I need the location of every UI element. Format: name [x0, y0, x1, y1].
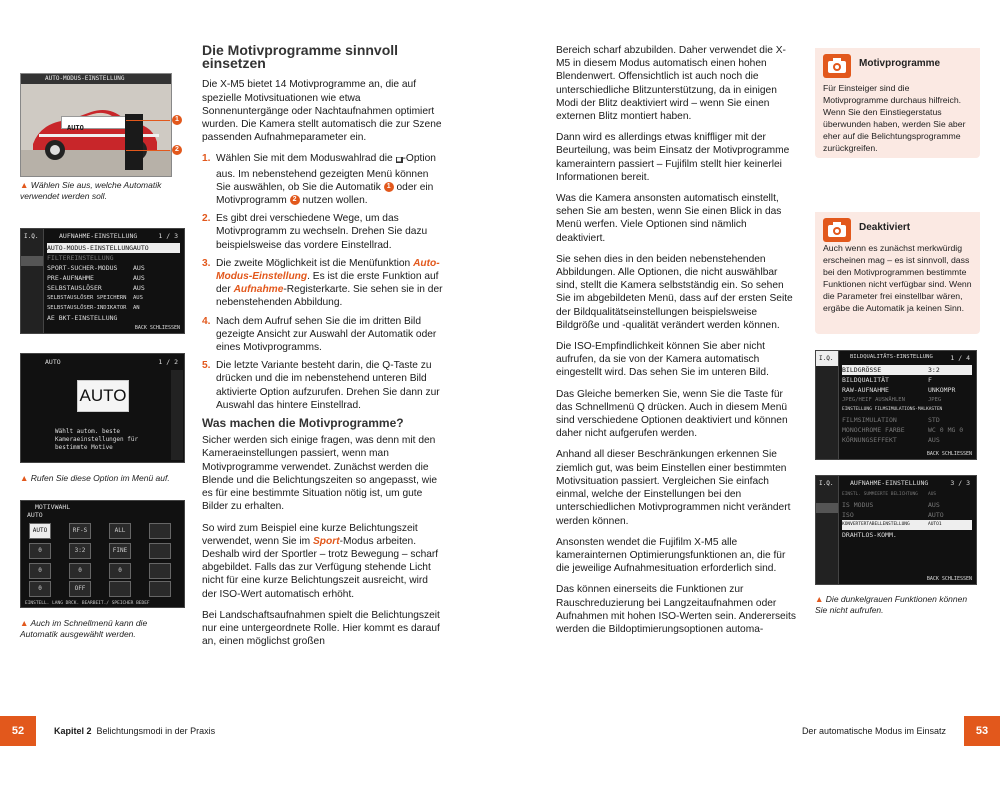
menu-row[interactable]: BILDGRÖSSE 3:2 [842, 365, 972, 375]
quick-cell[interactable] [149, 543, 171, 559]
callout-line-2 [126, 150, 170, 151]
quick-cell[interactable]: 0 [29, 543, 51, 559]
paragraph: Das können einerseits die Funktionen zur Rauschreduzierung bei Langzeitaufnahmen oder Aufnahmen mit hohen ISO-Werten sein. Andererseits werden die Bildoptimierungsoptionen automa- [556, 584, 796, 635]
menu-row[interactable]: RAW-AUFNAHME UNKOMPR [842, 386, 956, 394]
thumb3-header: AUTO [45, 358, 61, 366]
paragraph: Die ISO-Empfindlichkeit können Sie aber nicht aufrufen, da sie von der Kamera automatisch eingestellt wird. Das sehen Sie im unteren Bild. [556, 341, 769, 379]
caption-2: ▲ Rufen Sie diese Option im Menü auf. [20, 473, 170, 483]
intro-paragraph: Die X-M5 bietet 14 Motivprogramme an, die auf spezielle Motivsituationen wie etwa Sonnenuntergänge oder Nachtaufnahmen optimiert wurden. Die Kamera stellt automatisch die zur Szene passenden Aufnahmeparameter ein. [202, 79, 442, 144]
quick-cell[interactable]: AUTO [29, 523, 51, 539]
page-title: Die Motivprogramme sinnvoll einsetzen [202, 42, 399, 72]
subheading: Was machen die Motivprogramme? [202, 416, 404, 431]
right-text-column [556, 44, 798, 644]
paragraph: Dann wird es allerdings etwas kniffliger mit der Beurteilung, was beim Einsatz der Motivprogramme kameraintern passiert – Fujifilm stellt hier keinerlei Informationen bereit. [556, 132, 790, 183]
auto-mode-icon: ◼ [396, 157, 402, 164]
thumb4-footer: EINSTELL. LANG DRCK. BEARBEIT./ SPEICHER BEDEF [25, 601, 150, 606]
paragraph: Bereich scharf abzubilden. Daher verwendet die X-M5 in diesem Modus automatisch einen hohen Blendenwert. Offensichtlich ist auch noch die unterschiedliche Blitzunterstützung, da in einigen Modi der Blitz deaktiviert wird – wenn Sie einen externen Blitz montiert haben. [556, 45, 786, 123]
step-3: 3. Die zweite Möglichkeit ist die Menüfunktion Auto-Modus-Einstellung. Es ist die erste Funktion auf der Aufnahme-Registerkarte. Sie sehen sie in der nebenstehenden Abbildung. [202, 257, 443, 309]
thumb3-big-label: AUTO [79, 386, 127, 405]
quick-cell[interactable]: 0 [109, 563, 131, 579]
thumb6-back: BACK SCHLIESSEN [926, 576, 972, 582]
quick-cell[interactable]: 3:2 [69, 543, 91, 559]
thumb6-page: 3 / 3 [950, 479, 970, 487]
callout-line-1 [126, 120, 170, 121]
quick-cell[interactable]: ALL [109, 523, 131, 539]
quick-cell[interactable]: 0 [29, 563, 51, 579]
menu-row[interactable]: ISO AUTO [842, 511, 944, 519]
paragraph: So wird zum Beispiel eine kurze Belichtungszeit verwendet, wenn Sie im Sport-Modus arbeiten. Deshalb wird der Sportler – trotz Bewegung – scharf abgebildet. Falls das zur Verfügung stehende Licht nicht für eine kurze Belichtungszeit ausreicht, wird der ISO-Wert automatisch erhöht. [202, 522, 439, 600]
menu-screen-aufnahme-3: I.Q. AUFNAHME-EINSTELLUNG 3 / 3 EINSTL. SUMMIERTE BELICHTUNG AUS IS MODUS AUS ISO AUTO KONVERTERTABELLENSTELLUNG AUTO1 DRAHTLOS-KOMM. BACK SCHLIESSEN [815, 475, 977, 585]
quick-cell[interactable]: 0 [29, 581, 51, 597]
step-2: 2. Es gibt drei verschiedene Wege, um das Motivprogramm zu wechseln. Drehen Sie dazu beispielsweise das vordere Einstellrad. [202, 213, 428, 251]
thumb4-sub: AUTO [27, 511, 43, 519]
quick-cell[interactable] [149, 563, 171, 579]
thumb4-header: MOTIVWAHL [35, 503, 71, 511]
step-list [202, 152, 444, 412]
menu-row[interactable]: IS MODUS AUS [842, 501, 940, 509]
camera-icon [823, 218, 851, 242]
thumb2-back: BACK SCHLIESSEN [134, 325, 180, 331]
menu-screen-aufnahme: I.Q. AUFNAHME-EINSTELLUNG 1 / 3 AUTO-MODUS-EINSTELLUNG AUTO FILTEREINSTELLUNG SPORT-SUCHER-MODUS AUS PRE-AUFNAHME AUS SELBSTAUSLÖSER AUS SELBSTAUSLÖSER SPEICHERN AUS SELBSTAUSLÖSER-INDIKATOR AN AE BKT-EINSTELLUNG BACK SCHLIESSEN [20, 228, 185, 334]
menu-row[interactable]: PRE-AUFNAHME AUS [47, 274, 145, 282]
info-box-deaktiviert [815, 212, 980, 334]
paragraph: Anhand all dieser Beschränkungen erkennen Sie ziemlich gut, was beim Einstellen einer bestimmten Motivsituation passiert. Vergleichen Sie einfach einmal, welche der Einstellungen bei den unterschiedlichen Motivprogrammen nicht verändert werden können. [556, 449, 791, 527]
callout-2: 2 [172, 145, 182, 155]
quick-cell[interactable]: RF-S [69, 523, 91, 539]
step-5: 5. Die letzte Variante besteht darin, die Q-Taste zu drücken und die im nebenstehend unteren Bild aktivierte Option aufzurufen. Drehen Sie dann zur Auswahl das hintere Einstellrad. [202, 360, 440, 411]
footer-chapter: Kapitel 2 Belichtungsmodi in der Praxis [54, 726, 216, 736]
box2-title: Deaktiviert [859, 222, 911, 233]
quick-cell[interactable] [149, 581, 171, 597]
quick-cell[interactable]: FINE [109, 543, 131, 559]
quick-cell[interactable] [109, 581, 131, 597]
paragraph: Bei Landschaftsaufnahmen spielt die Belichtungszeit nur eine untergeordnete Rolle. Hier kommt es darauf an, einen möglichst großen [202, 609, 440, 648]
menu-row[interactable]: EINSTELLUNG FILMSIMULATIONS-MALKASTEN [842, 407, 943, 412]
step-1: 1. Wählen Sie mit dem Moduswahlrad die ◼-Option aus. Im nebenstehend gezeigten Menü können Sie auswählen, ob Sie die Automatik 1 oder ein Motivprogramm 2 nutzen wollen. [202, 153, 436, 207]
thumb5-back: BACK SCHLIESSEN [926, 451, 972, 457]
paragraph: Das Gleiche bemerken Sie, wenn Sie die Taste für das Schnellmenü Q drücken. Auch in diesem Menü sind verschiedene Optionen deaktiviert und können daher nicht aufgerufen werden. [556, 388, 788, 440]
menu-row[interactable]: BILDQUALITÄT F [842, 376, 932, 384]
box1-text: Für Einsteiger sind die Motivprogramme durchaus hilfreich. Wenn Sie den Einstiegerstatus überwunden haben, werden Sie aber eher auf die Belichtungsprogramme zurückgreifen. [823, 83, 966, 153]
thumb1-title: AUTO-MODUS-EINSTELLUNG [45, 75, 125, 82]
quick-cell[interactable] [149, 523, 171, 539]
page-number-right: 53 [964, 716, 1000, 746]
camera-icon [823, 54, 851, 78]
menu-row[interactable]: AUTO-MODUS-EINSTELLUNG AUTO [47, 243, 180, 253]
menu-row[interactable]: DRAHTLOS-KOMM. [842, 531, 897, 539]
thumb2-header: AUFNAHME-EINSTELLUNG [59, 232, 138, 240]
red-car-illustration [21, 84, 171, 176]
thumb3-description: Wählt autom. beste Kameraeinstellungen für bestimmte Motive [55, 428, 139, 451]
left-text-column [202, 44, 444, 656]
footer-section-title: Der automatische Modus im Einsatz [801, 726, 946, 736]
menu-screen-bildqualitaet: I.Q. BILDQUALITÄTS-EINSTELLUNG 1 / 4 BILDGRÖSSE 3:2 BILDQUALITÄT F RAW-AUFNAHME UNKOMPR JPEG/HEIF AUSWÄHLEN JPEG EINSTELLUNG FILMSIMULATIONS-MALKASTEN FILMSIMULATION STD MONOCHROME FARBE WC 0 MG 0 KÖRNUNGSEFFEKT AUS BACK SCHLIESSEN [815, 350, 977, 460]
menu-row[interactable]: SELBSTAUSLÖSER SPEICHERN AUS [47, 295, 143, 301]
menu-row[interactable]: SELBSTAUSLÖSER-INDIKATOR AN [47, 305, 140, 311]
caption-3: ▲ Auch im Schnellmenü kann die Automatik ausgewählt werden. [20, 618, 148, 639]
quick-cell[interactable]: OFF [69, 581, 91, 597]
thumb5-header: BILDQUALITÄTS-EINSTELLUNG [850, 354, 933, 360]
menu-row[interactable]: FILMSIMULATION STD [842, 416, 940, 424]
caption-1: ▲ Wählen Sie aus, welche Automatik verwendet werden soll. [20, 180, 162, 201]
info-box-motivprogramme [815, 48, 980, 158]
thumb5-page: 1 / 4 [950, 354, 970, 362]
menu-row[interactable]: SELBSTAUSLÖSER AUS [47, 284, 145, 292]
paragraph: Sie sehen dies in den beiden nebenstehenden Abbildungen. Alle Optionen, die nicht auswählbar sind, stellt die Kamera selbstständig ein. So sehen Sie im abgebildeten Menü, dass auf der ersten Seite der Bildqualitätseinstellungen beispielsweise Bildgröße und -qualität verändert werden können. [556, 253, 793, 331]
caption-right: ▲ Die dunkelgrauen Funktionen können Sie nicht aufrufen. [815, 594, 968, 615]
menu-row[interactable]: EINSTL. SUMMIERTE BELICHTUNG AUS [842, 492, 937, 497]
menu-screen-auto [20, 353, 185, 463]
menu-row[interactable]: MONOCHROME FARBE WC 0 MG 0 [842, 426, 964, 434]
menu-row[interactable]: JPEG/HEIF AUSWÄHLEN JPEG [842, 397, 942, 403]
box2-text: Auch wenn es zunächst merkwürdig erscheinen mag – es ist sinnvoll, dass bei den Motivprogrammen bestimmte Funktionen nicht verfügbar sind. Wenn die Parameter frei einstellbar wären, ergäbe die Automatik ja keinen Sinn. [823, 243, 972, 313]
paragraph: Sicher werden sich einige fragen, was denn mit den Kameraeinstellungen passiert, wenn man Motivprogramme verwendet. Zunächst werden die Blende und die Belichtungszeiten so angepasst, wie es für eine bestimmte Situation nötig ist, um gute Bilder zu erhalten. [202, 435, 438, 513]
step-4: 4. Nach dem Aufruf sehen Sie die im dritten Bild gezeigte Ansicht zur Auswahl der Automatik oder eines Motivprogramms. [202, 315, 437, 354]
thumb3-page: 1 / 2 [158, 358, 178, 366]
callout-1: 1 [172, 115, 182, 125]
menu-row[interactable]: SPORT-SUCHER-MODUS AUS [47, 264, 145, 272]
menu-row[interactable]: AE BKT-EINSTELLUNG [47, 314, 118, 322]
paragraph: Was die Kamera ansonsten automatisch einstellt, sehen Sie am besten, wenn Sie einen Blick in das Menü werfen. Viele Optionen sind nämlich deaktiviert. [556, 193, 782, 244]
thumb6-header: AUFNAHME-EINSTELLUNG [850, 479, 929, 487]
paragraph: Ansonsten wendet die Fujifilm X-M5 alle kamerainternen Optimierungsfunktionen an, die für die jeweilige Aufnahmesituation erforderlich sind. [556, 536, 786, 575]
page-number-left: 52 [0, 716, 36, 746]
menu-row[interactable]: KÖRNUNGSEFFEKT AUS [842, 436, 940, 444]
thumb2-page: 1 / 3 [158, 232, 178, 240]
thumb1-auto-label: AUTO [67, 124, 84, 132]
car-screen-image [20, 73, 172, 177]
box1-title: Motivprogramme [859, 58, 941, 69]
quick-cell[interactable]: 0 [69, 563, 91, 579]
menu-row[interactable]: FILTEREINSTELLUNG [47, 254, 114, 262]
quick-menu-screen [20, 500, 185, 608]
menu-row[interactable]: KONVERTERTABELLENSTELLUNG AUTO1 [842, 520, 972, 530]
